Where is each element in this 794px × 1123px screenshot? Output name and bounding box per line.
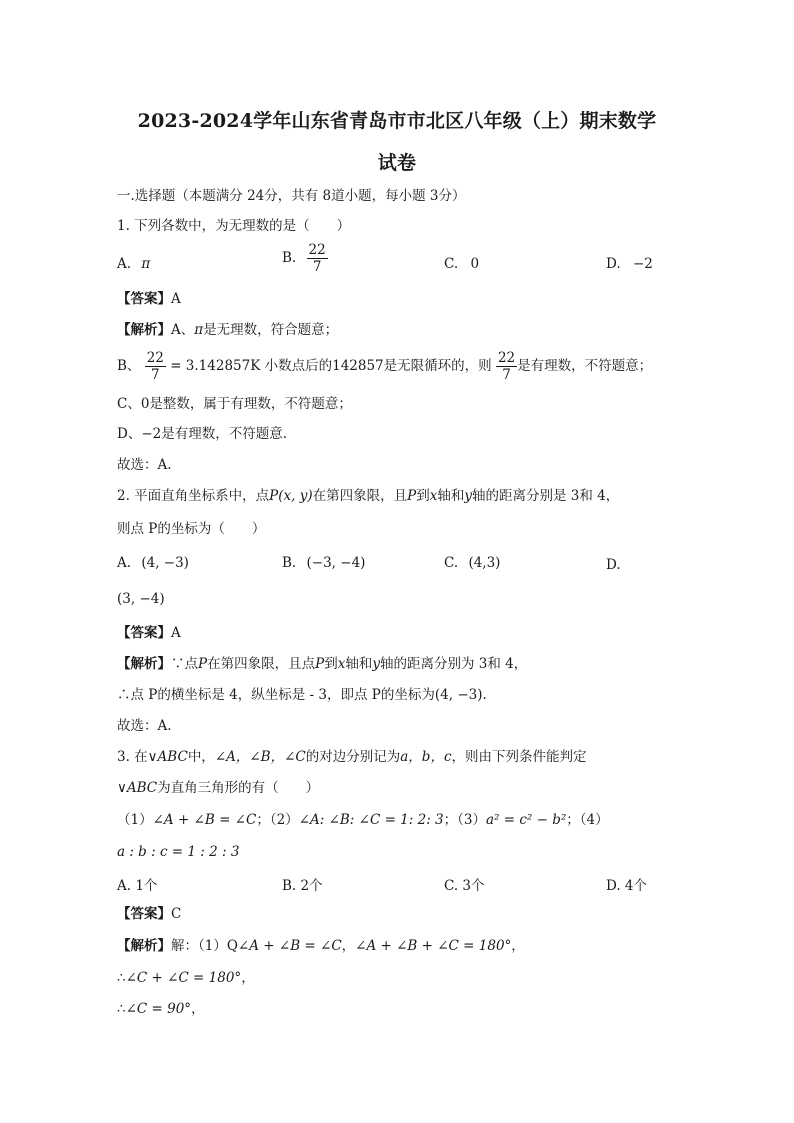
q2-stem-line1 xyxy=(117,487,619,505)
q3-analysis-tag: 【解析】 xyxy=(117,938,171,954)
q2-analysis-line2-end: . xyxy=(482,687,487,703)
q2-option-a-label: A. xyxy=(117,555,132,571)
q1-option-b-label: B. xyxy=(282,250,297,266)
q3-stem-text-c: 的对边分别记为 xyxy=(305,749,401,765)
q1-option-b xyxy=(282,242,328,275)
q2-stem-point: P(x, y) xyxy=(269,488,313,504)
q1-answer-tag: 【答案】 xyxy=(117,291,171,307)
q3-analysis-therefore-1: ∴ xyxy=(117,970,126,986)
q3-analysis-eq1: ∠A + ∠B = ∠C xyxy=(237,938,342,954)
q2-stem-y: y xyxy=(464,488,472,504)
q3-option-c: C. 3个 xyxy=(444,878,485,894)
q3-stem-line2-triangle: ∨ABC xyxy=(117,780,158,796)
q3-analysis-line2-end: ， xyxy=(241,970,255,986)
q3-cond-1: ∠A + ∠B = ∠C xyxy=(152,812,257,828)
q2-option-a xyxy=(117,555,189,571)
q2-stem-x: x xyxy=(429,488,438,504)
q1-analysis-b xyxy=(117,350,652,383)
q1-analysis-tag: 【解析】 xyxy=(117,322,171,338)
q3-analysis-therefore-2: ∴ xyxy=(117,1001,126,1017)
q1-analysis-b-repeat: 142857 xyxy=(332,358,384,374)
q1-analysis-b-fraction2 xyxy=(496,350,517,383)
q2-analysis-line2 xyxy=(117,686,487,704)
q1-option-b-fraction xyxy=(307,242,328,275)
q2-option-c-value: (4,3) xyxy=(468,555,501,571)
q1-analysis-c: C、0是整数，属于有理数，不符题意； xyxy=(117,396,352,412)
q3-stem-text-b: 中， xyxy=(187,749,215,765)
q1-option-d-value: −2 xyxy=(632,256,653,272)
q2-conclusion: 故选：A. xyxy=(117,718,172,734)
q3-analysis-eq2: ∠A + ∠B + ∠C = 180° xyxy=(355,938,512,954)
q3-analysis-line2-eq: ∠C + ∠C = 180° xyxy=(125,970,242,986)
q2-option-d-label: D. xyxy=(606,557,621,573)
q2-analysis-text-a: ∵点 xyxy=(171,656,198,672)
q1-analysis-d-prefix: D、 xyxy=(117,426,142,442)
page-title-line2: 试卷 xyxy=(377,152,417,174)
q1-option-c xyxy=(444,256,479,272)
q3-stem-text-a: 3. 在 xyxy=(117,749,148,765)
q3-cond-3: a² = c² − b² xyxy=(485,812,567,828)
q1-analysis-b-numerator2: 22 xyxy=(497,350,516,366)
q2-analysis-p2: P xyxy=(315,656,325,672)
q1-analysis-d xyxy=(117,425,287,443)
q2-stem-text-a: 2. 平面直角坐标系中，点 xyxy=(117,488,270,504)
q3-option-a: A. 1个 xyxy=(117,878,158,894)
q2-option-b-value: (−3, −4) xyxy=(306,555,366,571)
q3-conditions xyxy=(117,811,609,829)
q3-stem-line2-text: 为直角三角形的有（ ） xyxy=(157,780,320,796)
q3-cond-4-label: ；（4） xyxy=(566,812,609,828)
q2-stem-text-e: 轴的距离分别是 3和 4， xyxy=(471,488,620,504)
q2-answer-value: A xyxy=(171,625,181,641)
q3-analysis-line3-eq: ∠C = 90° xyxy=(125,1001,192,1017)
q2-stem-text-b: 在第四象限，且 xyxy=(312,488,408,504)
q2-option-b-label: B. xyxy=(282,555,297,571)
q2-option-c-label: C. xyxy=(444,555,459,571)
q3-analysis-line3 xyxy=(117,1000,205,1018)
q1-option-c-value: 0 xyxy=(470,256,480,272)
q3-stem-line2 xyxy=(117,779,319,797)
q3-analysis-q: Q xyxy=(226,938,238,954)
q2-analysis-line1 xyxy=(117,655,527,673)
q3-cond-2: ∠A: ∠B: ∠C = 1: 2: 3 xyxy=(298,812,444,828)
q1-option-d-label: D. xyxy=(606,256,621,272)
q2-analysis-p: P xyxy=(198,656,208,672)
q1-analysis-a-prefix: A、 xyxy=(171,322,195,338)
q2-option-b xyxy=(282,555,365,571)
q1-analysis-a-text: 是无理数，符合题意； xyxy=(203,322,339,338)
q1-answer xyxy=(117,290,181,308)
q1-option-d xyxy=(606,256,653,272)
q2-analysis-x: x xyxy=(337,656,346,672)
q1-analysis-a xyxy=(117,321,338,339)
q3-cond-4: a : b : c = 1 : 2 : 3 xyxy=(117,844,240,860)
q3-stem-sides: a，b，c xyxy=(400,749,452,765)
q2-option-a-value: (4, −3) xyxy=(141,555,189,571)
q2-analysis-text-e: 轴的距离分别为 3和 4， xyxy=(379,656,528,672)
q3-cond-3-label: ；（3） xyxy=(443,812,486,828)
q2-analysis-text-b: 在第四象限，且点 xyxy=(207,656,316,672)
q3-analysis-line2 xyxy=(117,969,255,987)
q1-option-c-label: C. xyxy=(444,256,459,272)
q3-cond-1-label: （1） xyxy=(117,812,153,828)
q2-stem-line2: 则点 P的坐标为（ ） xyxy=(117,521,266,537)
q1-option-a-label: A. xyxy=(117,256,132,272)
q1-option-a xyxy=(117,256,150,272)
q2-answer xyxy=(117,624,181,642)
q1-conclusion: 故选：A. xyxy=(117,457,172,473)
q1-option-b-numerator: 22 xyxy=(308,242,326,258)
q3-option-b: B. 2个 xyxy=(282,878,323,894)
q3-answer xyxy=(117,905,181,923)
q3-option-d: D. 4个 xyxy=(606,878,648,894)
q2-analysis-line2-text: ∴点 P的横坐标是 4，纵坐标是 - 3，即点 P的坐标为 xyxy=(117,687,435,703)
q1-analysis-b-numerator: 22 xyxy=(146,350,164,366)
q2-answer-tag: 【答案】 xyxy=(117,625,171,641)
q3-answer-tag: 【答案】 xyxy=(117,906,171,922)
section-header: 一.选择题（本题满分 24分，共有 8道小题，每小题 3分） xyxy=(117,188,466,204)
q1-analysis-d-value: −2 xyxy=(141,426,162,442)
q3-analysis-line1 xyxy=(117,937,525,955)
q1-analysis-b-text1: 小数点后的 xyxy=(264,358,333,374)
q2-stem-text-c: 到 xyxy=(416,488,430,504)
q2-stem-p: P xyxy=(407,488,417,504)
q2-option-c xyxy=(444,555,500,571)
q1-option-b-denominator: 7 xyxy=(312,259,322,275)
q2-analysis-tag: 【解析】 xyxy=(117,656,171,672)
q2-analysis-text-d: 轴和 xyxy=(345,656,373,672)
q3-stem-text-d: ，则由下列条件能判定 xyxy=(451,749,587,765)
q3-stem-line1 xyxy=(117,748,587,766)
q3-analysis-line3-end: ， xyxy=(191,1001,205,1017)
q2-analysis-text-c: 到 xyxy=(324,656,338,672)
q3-stem-angles: ∠A，∠B，∠C xyxy=(214,749,306,765)
q1-answer-value: A xyxy=(171,291,181,307)
q1-stem: 1. 下列各数中，为无理数的是（ ） xyxy=(117,218,351,234)
page-title-line1: 2023-2024学年山东省青岛市市北区八年级（上）期末数学 xyxy=(137,110,657,132)
q2-option-d-value: (3, −4) xyxy=(117,591,165,607)
q3-answer-value: C xyxy=(171,906,182,922)
q3-analysis-sep: ， xyxy=(341,938,356,954)
q3-analysis-line1-end: ， xyxy=(511,938,525,954)
q3-cond-2-label: ；（2） xyxy=(256,812,299,828)
q1-analysis-b-equation: = 3.142857K xyxy=(170,358,261,374)
q3-analysis-text-a: 解：（1） xyxy=(171,938,227,954)
q1-analysis-b-denominator2: 7 xyxy=(502,367,511,383)
q2-analysis-y: y xyxy=(372,656,380,672)
q1-analysis-a-pi: π xyxy=(194,322,204,338)
q1-analysis-b-text2: 是无限循环的，则 xyxy=(383,358,492,374)
q1-analysis-b-denominator: 7 xyxy=(151,367,160,383)
q1-analysis-b-prefix: B、 xyxy=(117,358,141,374)
q2-analysis-line2-value: (4, −3) xyxy=(434,687,483,703)
q3-stem-triangle: ∨ABC xyxy=(147,749,188,765)
q1-analysis-b-text3: 是有理数，不符题意； xyxy=(517,358,653,374)
q1-analysis-d-text: 是有理数，不符题意. xyxy=(161,426,288,442)
q2-stem-text-d: 轴和 xyxy=(437,488,465,504)
q1-analysis-b-fraction xyxy=(145,350,166,383)
q1-option-a-value: π xyxy=(141,256,151,272)
